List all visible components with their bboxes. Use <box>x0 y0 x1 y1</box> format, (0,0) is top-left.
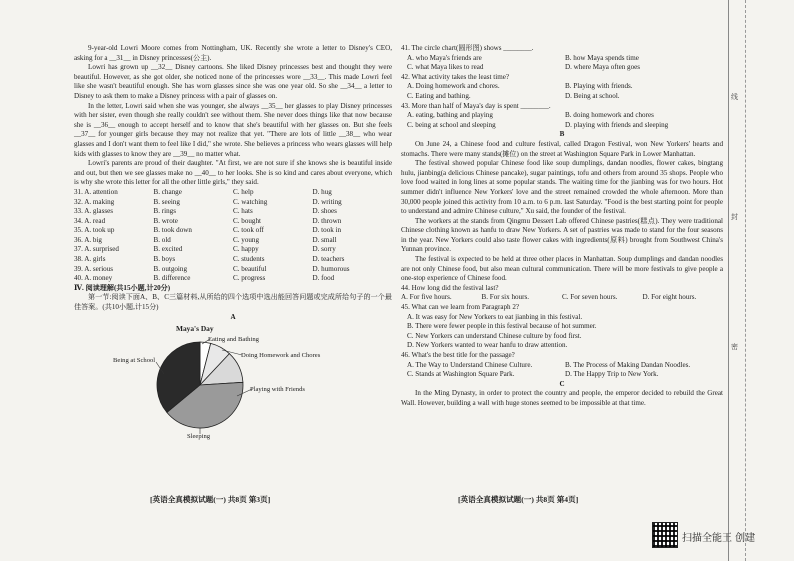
option: C. happy <box>233 245 259 254</box>
questions-41-43 <box>401 44 723 130</box>
option: D. where Maya often goes <box>565 63 641 72</box>
option: D. For eight hours. <box>642 293 697 302</box>
passage-paragraph: The workers at the stands from Qingmu Dessert Lab offered Chinese pastries(糕点). They were traditional Chinese clothing known as hanfu to draw New Yorkers. A set of pastries was made to stand for the four seasons in the year. New Yorkers could also taste flower cakes with ingredients(原料) brought from Southwest China's Yunnan province. <box>401 216 723 254</box>
option: 33. A. glasses <box>74 207 114 216</box>
question-44-options <box>401 293 723 303</box>
option: A. Doing homework and chores. <box>407 82 500 91</box>
option: 32. A. making <box>74 197 115 206</box>
option: 35. A. took up <box>74 226 115 235</box>
option: D. thrown <box>312 216 342 225</box>
option: C. young <box>233 235 260 244</box>
passage-paragraph: In the Ming Dynasty, in order to protect the country and people, the emperor decided to rebuild the Great Wall. However, building a wall with huge stones seemed to be impossible at that time. <box>401 389 723 407</box>
option: C. watching <box>233 197 268 206</box>
question-45: 45. What can we learn from Paragraph 2? <box>401 303 520 312</box>
question: 42. What activity takes the least time? <box>401 72 510 81</box>
question-44: 44. How long did the festival last? <box>401 283 499 292</box>
scanner-watermark: 扫描全能王 创建 <box>682 533 756 544</box>
option: B. how Maya spends time <box>565 53 639 62</box>
option: D. playing with friends and sleeping <box>565 120 669 129</box>
option-row <box>74 188 392 198</box>
option: A. For five hours. <box>401 293 452 302</box>
option: D. hug <box>312 187 332 196</box>
option: D. writing <box>312 197 342 206</box>
option: B. wrote <box>153 216 178 225</box>
left-column <box>74 44 392 442</box>
option-row <box>74 255 392 265</box>
chart-title: Maya's Day <box>176 324 214 334</box>
question: 41. The circle chart(圆形图) shows ________. <box>401 44 534 52</box>
passage-label-b: B <box>559 130 565 139</box>
pie-label-school: Being at School <box>113 357 156 365</box>
option: A. eating, bathing and playing <box>407 111 493 120</box>
option: B. For six hours. <box>481 293 529 302</box>
option: C. took off <box>233 226 264 235</box>
option: B. excited <box>153 245 183 254</box>
option-row <box>74 198 392 208</box>
option: C. Eating and bathing. <box>407 91 471 100</box>
option: B. Playing with friends. <box>565 82 633 91</box>
passage-paragraph: 9-year-old Lowri Moore comes from Nottingham, UK. Recently she wrote a letter to Disney's CEO, asking for a __31__ in Disney princesses(公主). <box>74 44 392 62</box>
pie-label-playing: Playing with Friends <box>250 386 305 394</box>
option: D. shoes <box>312 207 337 216</box>
passage-paragraph: Lowri has grown up __32__ Disney cartoons. She liked Disney princesses best and thought they were beautiful. However, as she got older, she noticed none of the princesses wore __33__. This made Lowri feel like she wasn't beautiful enough. She has worn glasses since she was one year old. So she __34__ a letter to Disney to ask them to make a Disney princess with a pair of glasses on. <box>74 63 392 100</box>
option: 34. A. read <box>74 216 106 225</box>
option-row <box>74 226 392 236</box>
option: C. beautiful <box>233 264 267 273</box>
option: D. teachers <box>312 255 345 264</box>
option: 31. A. attention <box>74 187 118 196</box>
option: D. humorous <box>312 264 350 273</box>
option: B. outgoing <box>153 264 188 273</box>
option: B. The Process of Making Dandan Noodles. <box>565 360 691 369</box>
pie-label-eating: Eating and Bathing <box>208 336 259 344</box>
option-row <box>74 265 392 275</box>
option: C. bought <box>233 216 261 225</box>
question: 43. More than half of Maya's day is spent ________. <box>401 101 551 110</box>
option: C. students <box>233 255 265 264</box>
binding-line <box>728 0 729 561</box>
option: D. The Happy Trip to New York. <box>565 370 659 379</box>
option: C. For seven hours. <box>562 293 618 302</box>
pie-label-homework: Doing Homework and Chores <box>241 352 321 360</box>
question-options <box>401 54 723 73</box>
option-row <box>74 245 392 255</box>
passage-paragraph: The festival showed popular Chinese food like soup dumplings, dandan noodles, flower cakes, bingtang hulu, jianbing(a delicious Chinese pancake), sugar paintings, tofu and others from around 35 shops. People who love food waited in long lines at some popular stands. The waiting time for the jianbing was for two hours. Hot summer didn't influence New Yorkers' love and the street remained crowded the whole afternoon. More than 30,000 people joined this activity from 10 a.m. to 6 p.m. last Saturday. "Food is the best starting point for people to understand and admire Chinese culture," Xu said, the founder of the festival. <box>401 159 723 216</box>
right-column <box>401 44 723 409</box>
option-row <box>74 274 392 284</box>
passage-label-a: A <box>230 312 236 321</box>
passage-label-c: C <box>559 379 565 388</box>
option: B. difference <box>153 274 191 283</box>
option: C. Stands at Washington Square Park. <box>407 370 515 379</box>
option: 40. A. money <box>74 274 113 283</box>
option: B. rings <box>153 207 176 216</box>
margin-mark: 密 <box>731 343 738 351</box>
option: B. There were fewer people in this festival because of hot summer. <box>407 322 597 331</box>
option: C. hats <box>233 207 253 216</box>
page-footer-left: [英语全真模拟试题(一) 共8页 第3页] <box>150 495 271 504</box>
question-45-options <box>401 313 723 351</box>
option: B. boys <box>153 255 176 264</box>
passage-paragraph: On June 24, a Chinese food and culture festival, called Dragon Festival, won New Yorkers' hearts and stomachs. There were many stands(摊位) on the street at Washington Square Park in Lower Manhattan. <box>401 139 723 158</box>
question-46-options <box>401 361 723 380</box>
question-options <box>401 111 723 130</box>
section-instructions: 第一节:阅读下面A、B、C三篇材料,从所给的四个选项中选出能回答问题或完成所给句子的一个最佳答案。(共10小题,计15分) <box>74 293 392 312</box>
option: B. seeing <box>153 197 180 206</box>
cloze-options <box>74 188 392 284</box>
option-row <box>74 236 392 246</box>
option: B. took down <box>153 226 192 235</box>
margin-mark: 线 <box>731 93 738 101</box>
question-46: 46. What's the best title for the passage? <box>401 351 515 359</box>
option: D. took in <box>312 226 342 235</box>
binding-line-dashed <box>745 0 746 561</box>
option: 37. A. surprised <box>74 245 119 254</box>
option: D. small <box>312 235 337 244</box>
option: D. Being at school. <box>565 91 620 100</box>
section-title: Ⅳ. 阅读理解(共15小题,计20分) <box>74 283 171 292</box>
option: D. New Yorkers wanted to wear hanfu to draw attention. <box>407 341 568 350</box>
option: 36. A. big <box>74 235 102 244</box>
pie-chart <box>74 324 392 442</box>
passage-paragraph: Lowri's parents are proud of their daughter. "At first, we are not sure if she knows she is beautiful inside and out, but then we see glasses make no __40__ to her looks. She is so kind and cares about everyone, which is why she wrote this letter for all the other little girls," they said. <box>74 159 392 187</box>
option: B. doing homework and chores <box>565 111 654 120</box>
page-footer-right: [英语全真模拟试题(一) 共8页 第4页] <box>458 495 579 504</box>
option: A. It was easy for New Yorkers to eat jianbing in this festival. <box>407 312 583 321</box>
option: C. help <box>233 187 254 196</box>
passage-paragraph: In the letter, Lowri said when she was younger, she always __35__ her glasses to play Disney princesses with her sister, even though she really couldn't see without them. She never does things like that now because she is __36__ enough to accept herself and to know that she's beautiful with her glasses on. But she feels __37__ for younger girls because they may not realize that yet. "There are lots of little __38__ who wear glasses and I don't want them to feel like I did," she wrote. She believes a princess who wears glasses will help kids with glasses to know they are __39__ no matter what. <box>74 101 392 158</box>
passage-paragraph: The festival is expected to be held at three other places in Manhattan. Soup dumplings and dandan noodles are not only Chinese food, but also mean cultural communication. There will be more festivals to give people a one-stop experience of Chinese food. <box>401 255 723 283</box>
option: C. what Maya likes to read <box>407 63 484 72</box>
option: D. sorry <box>312 245 336 254</box>
option: C. progress <box>233 274 266 283</box>
option-row <box>74 207 392 217</box>
pie-label-sleeping: Sleeping <box>187 433 211 441</box>
option: A. The Way to Understand Chinese Culture. <box>407 360 533 369</box>
option: B. old <box>153 235 171 244</box>
option: C. New Yorkers can understand Chinese culture by food first. <box>407 331 582 340</box>
option: C. being at school and sleeping <box>407 120 496 129</box>
option-row <box>74 217 392 227</box>
option: B. change <box>153 187 182 196</box>
qr-code-icon <box>652 522 678 548</box>
question-options <box>401 82 723 101</box>
margin-mark: 封 <box>731 213 738 221</box>
option: 39. A. serious <box>74 264 114 273</box>
option: A. who Maya's friends are <box>407 53 482 62</box>
option: D. food <box>312 274 335 283</box>
option: 38. A. girls <box>74 255 106 264</box>
